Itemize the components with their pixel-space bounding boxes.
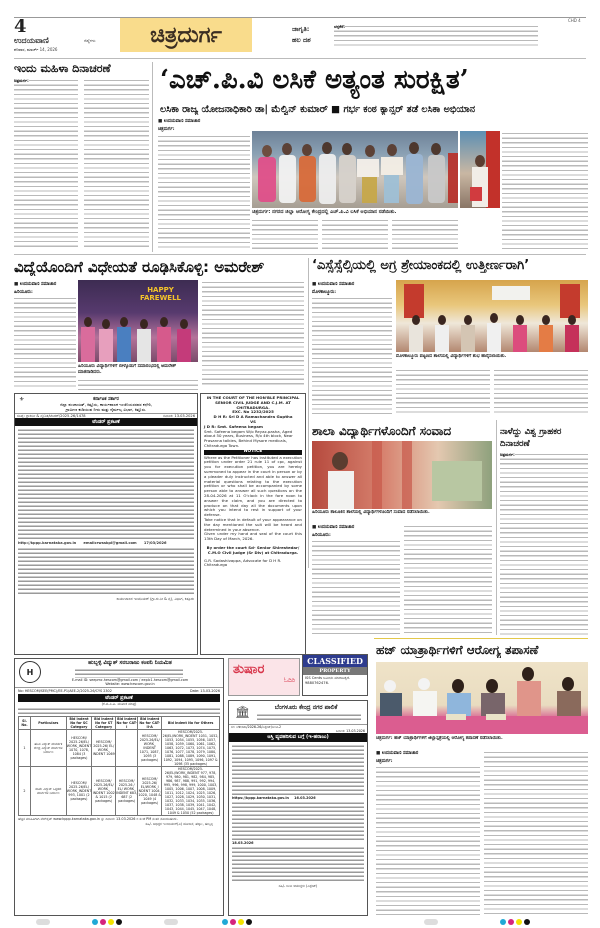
swatch-yellow [516, 919, 522, 925]
story5-body [500, 452, 588, 635]
tender1-body-2 [18, 547, 194, 595]
page-number: 4 [14, 16, 27, 37]
lead-body-col-2 [252, 218, 318, 250]
hescom-table-header [19, 717, 220, 730]
lead-body-col-4 [392, 218, 458, 250]
hescom-signature: ಸಹಿ/- ಅಧೀಕ್ಷಕ ಇಂಜಿನಿಯರ್(ವಿ) ಯೋಜನೆ, ಹೆಸ್ಕಾಂ, ಹುಬ್ಬಳ್ಳಿ [145, 822, 213, 827]
tender1-emblem-icon: ⚜ [19, 396, 25, 403]
cell-cat2a: HESCOM/ 2025-26/EL/ WORK_ INDENT 1071, 1087, 1093 (3 packages) [138, 730, 162, 767]
tender1-header-2: ಜಿಲ್ಲಾ ಪಂಚಾಯತ್, ಕಿತ್ತೂರು, ಕಾರ್ಯಪಾಲಕ ಇಂಜಿನಿಯರರವರ ಕಛೇರಿ, [59, 402, 153, 407]
court-order-by: By order the court Sd- Senior Shirestedar/ C.M.O Civil Judge (Sr Div) at Chitradurga. [206, 544, 300, 555]
th-st: Bid indent No for ST Category [92, 717, 116, 730]
court-title: IN THE COURT OF THE HON'BLE PRINCIPAL SENIOR CIVIL JUDGE AND C.J.M. AT CHITRADURGA. [206, 395, 300, 410]
cell-sl: 2 [19, 767, 31, 816]
story6-photo-caption: ಚಿತ್ರದುರ್ಗ: ಹಜ್ ಯಾತ್ರಾರ್ಥಿಗಳಿಗೆ ಜಿಲ್ಲಾಸ್ಪತ್ರೆಯಲ್ಲಿ ಆರೋಗ್ಯ ತಪಾಸಣೆ ನಡೆಸಲಾಯಿತು. [376, 736, 503, 741]
story4-body-col-2 [404, 524, 492, 635]
swatch-black [116, 919, 122, 925]
lead-photo [252, 131, 458, 208]
swatch-yellow [108, 919, 114, 925]
story4-byline: ■ ಉದಯವಾಣಿ ಸಮಾಚಾರ [312, 525, 355, 530]
lead-body-col-1 [158, 134, 250, 250]
table-row [19, 767, 220, 816]
issue-date: ಶನಿವಾರ, ಮಾರ್ಚ್ 14, 2026 [14, 47, 58, 52]
city-corp-ref: ಸಂ: ಬೆಕೇನಪಾ/2026-26/ಎಸ್ಟೇಟ್/ಜಂಟಿ-2 [231, 725, 282, 729]
cell-cat2a: HESCOM/ 2025-26/ EL/WORK_I NDENT 1004, 1020, 1048 & 1049 (4 packages) [138, 767, 162, 816]
story3-byline: ■ ಉದಯವಾಣಿ ಸಮಾಚಾರ [312, 282, 355, 287]
court-case-no: EXC. No 1232/2025 [232, 409, 274, 415]
hescom-title: ಟೆಂಡರ್ ಪ್ರಕಟಣೆ [18, 694, 220, 702]
story6-dateline: ಚಿತ್ರದುರ್ಗ: [376, 759, 393, 764]
column-rule-3 [496, 420, 497, 635]
story6-photo [376, 662, 588, 734]
story3-body-col-3 [494, 368, 588, 414]
left-headline: ಇಂದು ಮಹಿಳಾ ದಿನಾಚರಣೆ [14, 62, 111, 75]
tender-ad-1 [14, 393, 198, 655]
hescom-address [75, 668, 183, 678]
story3-body-col-1 [312, 296, 392, 414]
cell-sc: HESCOM/ 2025-26/EL/ WORK_INDENT 1070, 1078, 1084 (3 packages) [66, 730, 92, 767]
hescom-footer: ಹೆಚ್ಚಿನ ಮಾಹಿತಿಗಾಗಿ ವೆಬ್‌ಸೈಟ್ www.kppp.karnataka.gov.in ನ್ನು ದಿನಾಂಕ: 13.03.2026 ರ ಸಂಜೆ PM ನಂತರ ನೋಡಬಹುದು. [18, 817, 178, 821]
tender1-url[interactable]: http://kppp.karnataka.gov.in [18, 541, 77, 545]
section-rule-1 [14, 254, 586, 255]
tushara-ad [228, 658, 300, 696]
swatch-black [246, 919, 252, 925]
court-jdr: J D R: Smt. Safeena begam [204, 423, 263, 429]
hescom-logo-icon: H [19, 661, 41, 683]
city-corp-body-1 [232, 744, 364, 796]
story5-headline: ನಾಳೆದ್ದು ವಿಶ್ವ ಗ್ರಾಹಕರ ದಿನಾಚರಣೆ [500, 427, 562, 449]
story6-byline-block [376, 750, 486, 764]
cell-sc: HESCOM/ 2025-26/EL/ WORK_INDENT 993, 1001 (2 packages) [66, 767, 92, 816]
swatch-cyan [222, 919, 228, 925]
lead-headline: ‘ಎಚ್.ಪಿ.ವಿ ಲಸಿಕೆ ಅತ್ಯಂತ ಸುರಕ್ಷಿತ’ [160, 65, 469, 95]
hescom-intro [18, 707, 220, 715]
court-jdr-detail: Smt. Safeena begam W/o Reyaz-pasha, Aged about 50 years, Business, R/o 4th block, Near Prasanna talkies, Behind Mysore medicals, Chitradurga Town. [204, 428, 293, 448]
classified-body: ISS Cents ಜಮೀನು ಮಾರಾಟಕ್ಕಿದೆ. 9880762476. [305, 676, 351, 685]
tushara-sub: ಓದಿರಿ [283, 677, 295, 684]
lead-photo-caption: ಚಿತ್ರದುರ್ಗ: ನಗರದ ಜಿಲ್ಲಾ ಆರೋಗ್ಯ ಕೇಂದ್ರದಲ್ಲಿ ಎಚ್.ಪಿ.ವಿ ಲಸಿಕೆ ಅಭಿಯಾನ ನಡೆಯಿತು. [252, 209, 397, 215]
story2-photo [78, 280, 198, 362]
tender1-download-date: 17/03/2026 [143, 541, 167, 545]
tender1-signature: ಕಾರ್ಯಪಾಲಕ ಇಂಜಿನಿಯರ್ (ಗ್ರಾ.ಕು.ನೀ & ನೈ), ವಿಭಾಗ, ಕಿತ್ತೂರು [116, 597, 194, 601]
story5-dateline: ಚಿತ್ರದುರ್ಗ: [500, 452, 515, 457]
city-corp-emblem-icon: 🏛 [235, 705, 251, 719]
brief-text [334, 24, 538, 48]
print-color-swatch [500, 919, 530, 925]
cell-sl: 1 [19, 730, 31, 767]
cell-st: HESCOM/ 2025-26/ EL/ WORK_ INDENT 1069 [92, 730, 116, 767]
story2-body-col-2 [78, 378, 198, 390]
story3-dateline: ಮೊಳಕಾಲ್ಮೂರು: [312, 290, 337, 295]
court-notice-title: NOTICE [204, 450, 302, 455]
story4-dateline: ಹಿರಿಯೂರು: [312, 533, 331, 538]
city-corp-title: ಬೆಂಗಳೂರು ಕೇಂದ್ರ ನಗರ ಪಾಲಿಕೆ [274, 704, 338, 711]
tender1-body [18, 428, 194, 540]
cell-others: HESCOM/2025-26/EL/WORK_INDENT 977, 978, 979, 980, 981, 982, 984, 985, 986, 987, 988, 991, 992, 994, 995, 996, 998, 999, 1000, 1003, 1005, 1006, 1007, 1008, 1009, 1011, 1012, 1024, 1025, 1026, 1027, 1028, 1029, 1030, 1031, 1032, 1033, 1034, 1035, 1036, 1037, 1038, 1039, 1041, 1042, 1043, 1044, 1045, 1047, 1048, 1049 & 1050 (52 packages) [162, 767, 220, 816]
story6-body-col-1 [376, 765, 480, 915]
table-row [19, 730, 220, 767]
cell-cat1 [116, 730, 138, 767]
hescom-table [18, 716, 220, 816]
lead-photo-people [252, 131, 458, 208]
tender1-date: ದಿನಾಂಕ: 13.03.2026 [163, 414, 195, 418]
story3-byline-block [312, 281, 392, 295]
swatch-magenta [508, 919, 514, 925]
city-corp-body-3 [232, 846, 364, 882]
story4-headline: ಶಾಲಾ ವಿದ್ಯಾರ್ಥಿಗಳೊಂದಿಗೆ ಸಂವಾದ [312, 424, 452, 438]
cell-particulars: ಹೊಸ ವಿದ್ಯುತ್ ಪರಿವರ್ತಕ ಕೇಂದ್ರ ವಿದ್ಯುತ್ ಮಾರ್ಗಗಳ ನಿರ್ಮಾಣ [30, 730, 66, 767]
paper-name: ಉದಯವಾಣಿ [14, 36, 49, 45]
tender1-header-1: ಕರ್ನಾಟಕ ಸರ್ಕಾರ [93, 397, 119, 402]
print-marks [0, 918, 600, 928]
lead-photo-2 [460, 131, 500, 208]
hescom-website[interactable]: Website: www.hescom.gov.in [105, 682, 155, 686]
th-particulars: Particulars [30, 717, 66, 730]
tender1-email[interactable]: emailcrwsskpl@gmail.com [83, 541, 137, 545]
story4-photo [312, 441, 492, 509]
swatch-cyan [500, 919, 506, 925]
hescom-date: Date: 13-03-2026 [189, 689, 220, 693]
tender1-title: ಟೆಂಡರ್ ಪ್ರಕಟಣೆ [15, 418, 197, 426]
court-notice [200, 393, 306, 655]
column-rule-2 [308, 258, 309, 568]
city-corp-date-2: 16.03.2026 [294, 796, 316, 800]
story6-byline: ■ ಉದಯವಾಣಿ ಸಮಾಚಾರ [376, 751, 419, 756]
classified-subtitle: PROPERTY [303, 667, 367, 675]
tushara-logo: ತುಷಾರ [233, 662, 265, 677]
hescom-ref: No: HESCOM/SEE(PMC)/EE-P1/AEE-2/2025-26/CYS 2302 [18, 689, 112, 693]
hescom-ad [14, 658, 224, 916]
story6-top-rule [374, 638, 588, 639]
th-sc: Bid indent No for SC Category [66, 717, 92, 730]
city-corp-date-3: 18.03.2026 [232, 841, 254, 845]
story2-headline: ವಿದ್ಯೆಯೊಂದಿಗೆ ವಿಧೇಯತೆ ರೂಢಿಸಿಕೊಳ್ಳಿ: ಅಮರೇಶ್ [14, 258, 265, 276]
brief-label-2: ಹಲ ದಶ [292, 36, 311, 44]
masthead-rule [14, 58, 586, 59]
swatch-magenta [230, 919, 236, 925]
city-corp-address [257, 713, 361, 722]
story6-headline: ಹಜ್ ಯಾತ್ರಾರ್ಥಿಗಳಿಗೆ ಆರೋಗ್ಯ ತಪಾಸಣೆ [376, 643, 539, 657]
story3-photo [396, 280, 588, 352]
print-color-swatch [92, 919, 122, 925]
classified-title: CLASSIFIED [303, 655, 367, 667]
cell-cat1: HESCOM/ 2025-26 / EL/ WORK_ INDENT 683, 687 (2 packages) [116, 767, 138, 816]
print-color-swatch [222, 919, 252, 925]
story4-byline-block [312, 524, 402, 538]
court-notice-body-3: Given under my hand and seal of the court this 13th Day of March, 2026. [204, 531, 302, 542]
print-registration-mark [424, 919, 438, 925]
lead-dateline: ಚಿತ್ರದುರ್ಗ: [158, 127, 175, 132]
th-cat1: Bid indent No for CAT-I [116, 717, 137, 729]
story3-body-col-2 [396, 368, 490, 414]
print-registration-mark [36, 919, 50, 925]
swatch-yellow [238, 919, 244, 925]
city-corp-section: ಆಸ್ತಿ ವ್ಯವಹರಿಸುವ ಬಗ್ಗೆ (ಇ-ಹರಾಜು) [229, 733, 367, 742]
top-rule [14, 17, 586, 18]
brief-label-1: ಜಾಗೃತಿ: [292, 25, 310, 33]
section-banner [120, 18, 252, 52]
cell-particulars: ಕಡಿಮೆ ವಿದ್ಯುತ್ ಒತ್ತಡದ ಮಾರ್ಗಗಳ ನಿರ್ಮಾಣ [30, 767, 66, 816]
hescom-email[interactable]: E-mail ID: seepmc.hescom@gmail.com / eeplc1.hescom@gmail.com [71, 678, 189, 682]
classified-box [302, 654, 368, 696]
story4-photo-caption: ಹಿರಿಯೂರು ತಾಲೂಕಿನ ಶಾಲೆಯಲ್ಲಿ ವಿದ್ಯಾರ್ಥಿಗಳೊಂದಿಗೆ ಸಂವಾದ ನಡೆಸಲಾಯಿತು. [312, 510, 430, 515]
tender1-ref: ಸಂಖ್ಯೆ: ಗ್ರಾಕುನೀ & ನೈ/ವಿಕಿ/ಟೆಂಡರ್/2025-26/1478 [17, 414, 86, 418]
section-title: ಚಿತ್ರದುರ್ಗ [150, 22, 222, 48]
lead-byline-block [158, 118, 248, 132]
cell-st: HESCOM/ 2025-26/EL/ WORK_ INDENT 1002 & 1015 (2 packages) [92, 767, 116, 816]
court-vs: VS [250, 418, 256, 424]
cell-others: HESCOM/2025-26/EL/WORK_INDENT 1051, 1052, 1053, 1054, 1055, 1056, 1057, 1058, 1059, 1060, 1061, 1062, 1063, 1072, 1073, 1074, 1075, 1076, 1077, 1078, 1079, 1080, 1081, 1088, 1089, 1090, 1091, 1092, 1094, 1095, 1096, 1097 & 1098 (35 packages) [162, 730, 219, 766]
swatch-magenta [100, 919, 106, 925]
story3-headline: ‘ಎಸ್ಸೆಸ್ಸೆಲ್ಸಿಯಲ್ಲಿ ಅಗ್ರ ಶ್ರೇಯಾಂಕದಲ್ಲಿ ಉತ್ತೀರ್ಣರಾಗಿ’ [312, 258, 530, 273]
city-corp-body-2 [232, 801, 364, 841]
story2-photo-caption: ಹಿರಿಯೂರು ವಿದ್ಯಾರ್ಥಿಗಳಿಗೆ ಬೀಳ್ಕೊಡುಗೆ ಸಮಾರಂಭದಲ್ಲಿ ಅಮರೇಶ್ ಮಾತನಾಡಿದರು. [78, 364, 177, 375]
court-notice-body: Where as the Petitioner has instituted a execution petition under order 21 rule 11 of cpc, against you for execution petition, you are hereby summoned to appear in the court in person or by a pleader duly instructed and able to answer all material questions relating to the execution petition or who shall be accompanied by some person able to answer all such questions on the 28-04-2026 at 11 O'clock in the fore noon to answer the claim, and you are directed to produce on that day all the documents upon which you intend to rest in support of your defense. [204, 454, 302, 518]
story2-byline-block [14, 281, 84, 295]
story2-photo-banner: HAPPY FAREWELL [140, 286, 181, 302]
court-notice-body-2: Take notice that in default of your appearance on the day mentioned the suit will be heard and determined in your absence. [204, 516, 302, 532]
left-story-body [14, 78, 149, 250]
brief-dateline: ಚಳ್ಳಕೆರೆ: [334, 24, 345, 29]
city-corp-url[interactable]: https://kppp.karnataka.gov.in [232, 796, 289, 800]
brief-label [292, 24, 311, 46]
story4-body-col-1 [312, 539, 400, 635]
left-dateline: ಚಿತ್ರದುರ್ಗ: [14, 78, 29, 83]
th-others: Bid indent No for Others [162, 717, 220, 730]
th-cat2a: Bid indent No for CAT-II-A [139, 717, 160, 729]
city-corp-date: ದಿನಾಂಕ: 13.03.2026 [335, 729, 365, 733]
hescom-subtitle: (ಕೆ.ಟಿ.ಪಿ.ಪಿ. ಮೂಲಕ ಮಾತ್ರ) [101, 702, 137, 706]
print-registration-mark [164, 919, 178, 925]
edition-tag: ಜಿಲ್ಲೆಗಳು [84, 38, 96, 43]
story2-body-col-1 [14, 296, 76, 388]
city-corp-signature: ಸಹಿ/- ಜಂಟಿ ಆಯುಕ್ತರು (ಎಸ್ಟೇಟ್) [278, 884, 318, 888]
swatch-black [524, 919, 530, 925]
th-sl: Sl. No. [19, 717, 31, 730]
column-rule [152, 62, 153, 252]
court-advocate: G.R. Sadashivappa, Advocate for D H R. Chitradurga [204, 557, 282, 568]
lead-byline: ■ ಉದಯವಾಣಿ ಸಮಾಚಾರ [158, 119, 201, 124]
page-code: CHD 4 [568, 18, 581, 23]
story3-photo-caption: ಮೊಳಕಾಲ್ಮೂರು ಪಟ್ಟಣದ ಶಾಲೆಯಲ್ಲಿ ವಿದ್ಯಾರ್ಥಿಗಳಿಗೆ ಶುಭ ಹಾರೈಸಲಾಯಿತು. [396, 354, 507, 359]
lead-body-col-5 [502, 131, 588, 251]
story6-body-col-2 [484, 750, 588, 915]
city-corp-ad [228, 700, 368, 916]
lead-body-col-3 [322, 218, 388, 250]
court-dhr: D H R: Sri D A Ramachandra Guptha [213, 414, 293, 420]
swatch-cyan [92, 919, 98, 925]
lead-subheadline: ಲಸಿಕಾ ರಾಜ್ಯ ಯೋಜನಾಧಿಕಾರಿ ಡಾ| ಮೆಲ್ವಿನ್ ಕುಮಾರ್ ■ ಗರ್ಭ ಕಂಠ ಕ್ಯಾನ್ಸರ್ ತಡೆ ಲಸಿಕಾ ಅಭಿಯಾನ [160, 104, 476, 115]
tender1-header-3: ಗ್ರಾಮೀಣ ಕುಡಿಯುವ ನೀರು ಮತ್ತು ನೈರ್ಮಲ್ಯ ವಿಭಾಗ, ಕಿತ್ತೂರು. [65, 407, 147, 412]
story2-body-col-3 [202, 280, 304, 388]
story2-byline: ■ ಉದಯವಾಣಿ ಸಮಾಚಾರ [14, 282, 57, 287]
story2-dateline: ಹಿರಿಯೂರು: [14, 290, 33, 295]
hescom-org: ಹುಬ್ಬಳ್ಳಿ ವಿದ್ಯುತ್ ಸರಬರಾಜು ಕಂಪನಿ ನಿಯಮಿತ [88, 660, 172, 666]
